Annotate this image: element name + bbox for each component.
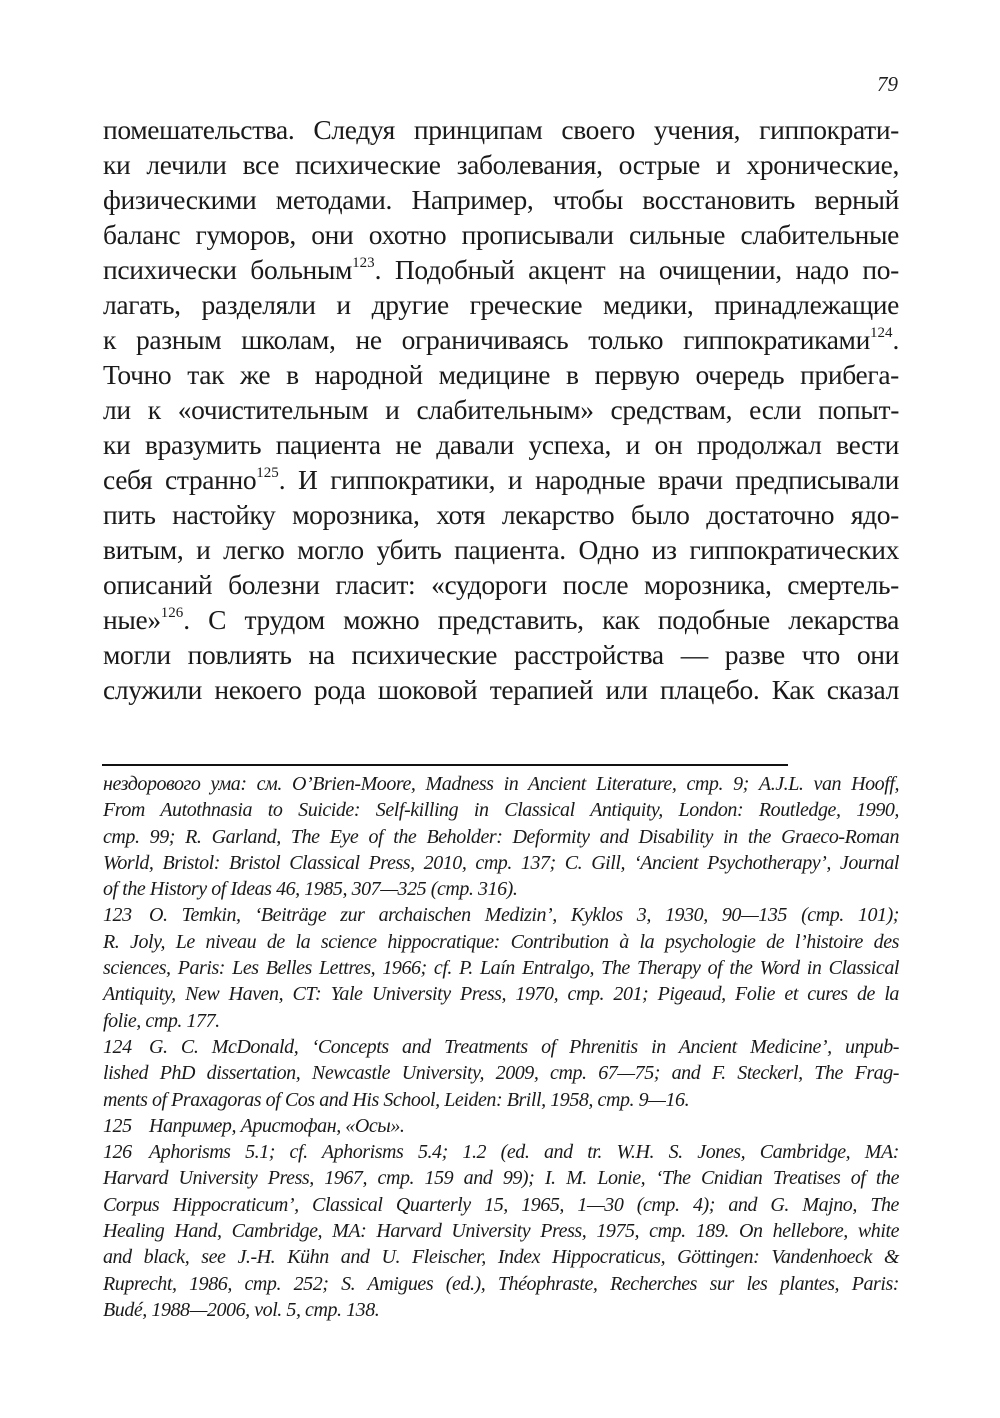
footnote-line: Antiquity, New Haven, CT: Yale University Press, 1970, стр. 201; Pigeaud, Folie et cures de la: [103, 983, 899, 1006]
body-line: служили некоего рода шоковой терапией или плацебо. Как сказал: [103, 674, 899, 705]
body-line: ки лечили все психические заболевания, острые и хронические,: [103, 149, 899, 180]
footnote-126: [103, 1139, 899, 1323]
footnote-number: 124: [103, 1035, 132, 1058]
footnote-line: стр. 99; R. Garland, The Eye of the Beholder: Deformity and Disability in the Graeco-Roman: [103, 825, 899, 848]
footnote-number: 125: [103, 1114, 132, 1137]
footnote-line: sciences, Paris: Les Belles Lettres, 1966; cf. P. Laín Entralgo, The Therapy of the Word in Classical: [103, 957, 899, 980]
footnote-line: 126 Aphorisms 5.1; cf. Aphorisms 5.4; 1.2 (ed. and tr. W.H. S. Jones, Cambridge, MA:: [103, 1139, 899, 1165]
body-line: ки вразумить пациента не давали успеха, и он продолжал вести: [103, 429, 899, 460]
footnote-125: [103, 1113, 899, 1139]
body-line: описаний болезни гласит: «судороги после морозника, смертель-: [103, 569, 899, 600]
footnote-number: 126: [103, 1141, 132, 1164]
body-line: к разным школам, не ограничиваясь только гиппократиками$^{124}$.: [103, 324, 899, 355]
body-line: физическими методами. Например, чтобы восстановить верный: [103, 184, 899, 215]
footnote-line: Healing Hand, Cambridge, MA: Harvard University Press, 1975, стр. 189. On hellebore, white: [103, 1220, 899, 1243]
footnote-line: From Autothnasia to Suicide: Self-killing in Classical Antiquity, London: Routledge, 1990,: [103, 799, 899, 822]
footnote-line: 124 G. C. McDonald, ‘Concepts and Treatments of Phrenitis in Ancient Medicine’, unpub-: [103, 1034, 899, 1060]
footnote-ref-125[interactable]: 125: [256, 465, 279, 481]
footnote-ref-123[interactable]: 123: [352, 255, 375, 271]
body-line: пить настойку морозника, хотя лекарство было достаточно ядо-: [103, 499, 899, 530]
body-line: психически больным$^{123}$. Подобный акцент на очищении, надо по-: [103, 254, 899, 285]
footnote-line: R. Joly, Le niveau de la science hippocratique: Contribution à la psychologie de l’histoire des: [103, 930, 899, 953]
body-line: могли повлиять на психические расстройства — разве что они: [103, 639, 899, 670]
footnote-line: World, Bristol: Bristol Classical Press, 2010, стр. 137; C. Gill, ‘Ancient Psychotherapy’, Journal: [103, 851, 899, 874]
page-number: 79: [877, 72, 898, 96]
body-line: себя странно$^{125}$. И гиппократики, и народные врачи предписывали: [103, 464, 900, 495]
body-line: витым, и легко могло убить пациента. Одно из гиппократических: [103, 534, 899, 565]
footnote-line: Ruprecht, 1986, стр. 252; S. Amigues (ed.), Théophraste, Recherches sur les plantes, Paris:: [103, 1272, 899, 1295]
body-line: Точно так же в народной медицине в первую очередь прибега-: [103, 359, 899, 390]
footnote-124: [103, 1034, 899, 1113]
footnote-line: ments of Praxagoras of Cos and His School, Leiden: Brill, 1958, стр. 9—16.: [103, 1088, 690, 1111]
body-line: ли к «очистительным и слабительным» средствам, если попыт-: [103, 394, 899, 425]
footnote-line: lished PhD dissertation, Newcastle University, 2009, стр. 67—75; and F. Steckerl, The Frag-: [103, 1062, 899, 1085]
footnote-line: Budé, 1988—2006, vol. 5, стр. 138.: [103, 1298, 380, 1321]
footnote-line: folie, стр. 177.: [103, 1009, 220, 1032]
body-line: лагать, разделяли и другие греческие медики, принадлежащие: [103, 289, 899, 320]
footnotes: [103, 771, 899, 1323]
footnote-line: 125 Например, Аристофан, «Осы».: [103, 1113, 899, 1139]
footnote-line: and black, see J.-H. Kühn and U. Fleischer, Index Hippocraticus, Göttingen: Vandenhoeck &: [103, 1246, 899, 1269]
footnote-line: Harvard University Press, 1967, стр. 159 and 99); I. M. Lonie, ‘The Cnidian Treatises of the: [103, 1167, 899, 1190]
footnote-line: of the History of Ideas 46, 1985, 307—325 (стр. 316).: [103, 878, 518, 901]
body-line: ные»$^{126}$. С трудом можно представить, как подобные лекарства: [103, 604, 899, 635]
footnote-line: нездорового ума: см. O’Brien-Moore, Madness in Ancient Literature, стр. 9; A.J.L. van Hooff,: [103, 773, 899, 795]
footnote-ref-124[interactable]: 124: [869, 325, 893, 341]
footnote-number: 123: [103, 904, 132, 927]
footnote-line: Corpus Hippocraticum’, Classical Quarterly 15, 1965, 1—30 (стр. 4); and G. Majno, The: [103, 1193, 899, 1216]
footnote-ref-126[interactable]: 126: [160, 605, 184, 621]
footnote-continuation: [103, 771, 899, 902]
footnote-123: [103, 902, 899, 1033]
footnote-separator: [102, 764, 788, 766]
body-line: баланс гуморов, они охотно прописывали сильные слабительные: [103, 219, 899, 250]
body-text: [103, 112, 899, 707]
footnote-line: 123 O. Temkin, ‘Beiträge zur archaischen Medizin’, Kyklos 3, 1930, 90—135 (стр. 101);: [103, 902, 899, 928]
body-line: помешательства. Следуя принципам своего учения, гиппократи-: [103, 114, 899, 145]
